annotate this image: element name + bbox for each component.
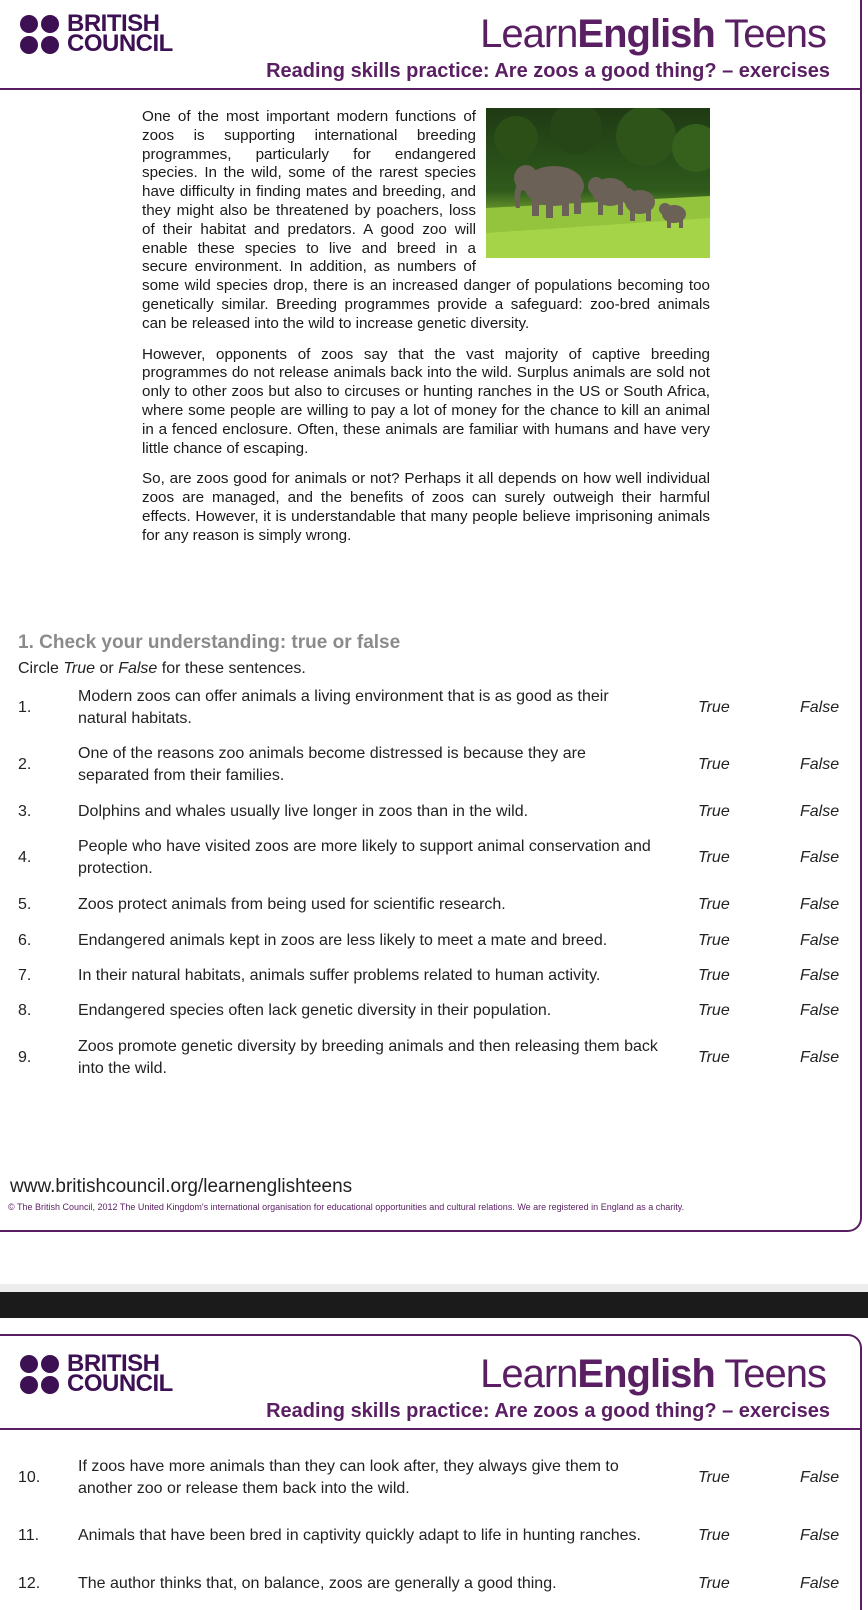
question-row xyxy=(0,1038,868,1077)
question-text: Modern zoos can offer animals a living environment that is as good as their natural habitats. xyxy=(78,688,609,727)
question-number: 3. xyxy=(18,803,32,820)
answer-false[interactable]: False xyxy=(800,756,840,773)
answer-false[interactable]: False xyxy=(800,1469,840,1486)
elephants-photo xyxy=(486,108,710,258)
instr-true: True xyxy=(63,660,96,677)
answer-false[interactable]: False xyxy=(800,967,840,984)
question-number: 6. xyxy=(18,932,32,949)
instr-false: False xyxy=(118,660,158,677)
instr-part-3: for these sentences. xyxy=(157,660,306,677)
question-row xyxy=(0,1458,868,1497)
question-row xyxy=(0,798,868,826)
question-number: 1. xyxy=(18,699,32,716)
question-text: Zoos promote genetic diversity by breeding animals and then releasing them back into the wild. xyxy=(78,1038,658,1077)
logo-english: English xyxy=(577,12,715,56)
question-number: 9. xyxy=(18,1049,32,1066)
question-text: People who have visited zoos are more likely to support animal conservation and protection. xyxy=(78,838,651,877)
question-number: 4. xyxy=(18,849,32,866)
answer-false[interactable]: False xyxy=(800,932,840,949)
instr-part-2: or xyxy=(95,660,119,677)
question-number: 2. xyxy=(18,756,32,773)
british-council-logo xyxy=(20,10,173,57)
question-text: If zoos have more animals than they can look after, they always give them to another zoo or release them back into the wild. xyxy=(78,1458,619,1497)
answer-true[interactable]: True xyxy=(698,803,730,820)
answer-false[interactable]: False xyxy=(800,803,840,820)
logo-teens: Teens xyxy=(714,1352,826,1396)
answer-true[interactable]: True xyxy=(698,1049,730,1066)
exercise-instructions xyxy=(18,660,306,678)
question-row xyxy=(0,1570,868,1598)
article-paragraph-1 xyxy=(142,108,710,334)
page-title: Reading skills practice: Are zoos a good thing? – exercises xyxy=(266,60,830,82)
logo-learn: Learn xyxy=(480,12,578,56)
question-text: Endangered species often lack genetic diversity in their population. xyxy=(78,1002,552,1019)
question-row xyxy=(0,927,868,955)
question-number: 7. xyxy=(18,967,32,984)
answer-false[interactable]: False xyxy=(800,1527,840,1544)
question-text: In their natural habitats, animals suffer problems related to human activity. xyxy=(78,967,601,984)
answer-true[interactable]: True xyxy=(698,1575,730,1592)
logo-line-1: BRITISH xyxy=(67,10,160,37)
logo-teens: Teens xyxy=(714,12,826,56)
answer-false[interactable]: False xyxy=(800,1002,840,1019)
answer-true[interactable]: True xyxy=(698,932,730,949)
british-council-dots-icon xyxy=(20,15,59,54)
page-gap xyxy=(0,1284,868,1292)
worksheet-page-2 xyxy=(0,1334,862,1610)
answer-false[interactable]: False xyxy=(800,896,840,913)
answer-true[interactable]: True xyxy=(698,1527,730,1544)
question-text: Animals that have been bred in captivity quickly adapt to life in hunting ranches. xyxy=(78,1527,641,1544)
question-text: Endangered animals kept in zoos are less likely to meet a mate and breed. xyxy=(78,932,608,949)
answer-true[interactable]: True xyxy=(698,756,730,773)
instr-part-1: Circle xyxy=(18,660,64,677)
british-council-dots-icon xyxy=(20,1355,59,1394)
question-number: 5. xyxy=(18,896,32,913)
question-text: The author thinks that, on balance, zoos are generally a good thing. xyxy=(78,1575,557,1592)
article-paragraph-1-text: One of the most important modern functions of zoos is supporting international breeding programmes, particularly for endangered species. In the wild, some of the rarest species have difficulty in finding mates and breeding, and they might also be threatened by poachers, loss of their habitat and predators. A good zoo will enable these species to live and breed in a secure environment. In addition, as numbers of some wild species drop, there is an increased danger of populations becoming too genetically similar. Breeding programmes provide a safeguard: zoo-bred animals can be released into the wild to increase genetic diversity. xyxy=(142,108,710,332)
answer-true[interactable]: True xyxy=(698,1469,730,1486)
answer-true[interactable]: True xyxy=(698,1002,730,1019)
page-title-2: Reading skills practice: Are zoos a good thing? – exercises xyxy=(266,1400,830,1422)
logo-line-2: COUNCIL xyxy=(67,30,173,57)
question-row xyxy=(0,1522,868,1550)
question-number: 12. xyxy=(18,1575,41,1592)
answer-false[interactable]: False xyxy=(800,1049,840,1066)
footer-url: www.britishcouncil.org/learnenglishteens xyxy=(10,1176,353,1197)
question-number: 11. xyxy=(18,1527,40,1544)
question-row xyxy=(0,838,868,877)
british-council-logo-2 xyxy=(20,1350,173,1397)
logo-learn: Learn xyxy=(480,1352,578,1396)
question-row xyxy=(0,745,868,784)
answer-true[interactable]: True xyxy=(698,849,730,866)
article-paragraph-2: However, opponents of zoos say that the vast majority of captive breeding programmes do not release animals back into the wild. Surplus animals are sold not only to other zoos but also to circuses or hunting ranches in the US or South Africa, where some people are willing to pay a lot of money for the chance to kill an animal in a fenced enclosure. Often, these animals are familiar with humans and have very little chance of escaping. xyxy=(142,345,710,457)
question-number: 8. xyxy=(18,1002,32,1019)
answer-true[interactable]: True xyxy=(698,967,730,984)
answer-false[interactable]: False xyxy=(800,699,840,716)
logo-english: English xyxy=(577,1352,715,1396)
exercise-title: 1. Check your understanding: true or false xyxy=(18,632,401,653)
question-row xyxy=(0,891,868,919)
question-number: 10. xyxy=(18,1469,41,1486)
logo-line-2: COUNCIL xyxy=(67,1370,173,1397)
question-text: One of the reasons zoo animals become distressed is because they are separated from their families. xyxy=(78,745,586,784)
answer-false[interactable]: False xyxy=(800,849,840,866)
question-row xyxy=(0,997,868,1025)
footer-copyright: © The British Council, 2012 The United Kingdom's international organisation for educational opportunities and cultural relations. We are registered in England as a charity. xyxy=(8,1202,685,1212)
article-paragraph-3: So, are zoos good for animals or not? Perhaps it all depends on how well individual zoos are managed, and the benefits of zoos can surely outweigh their harmful effects. However, it is understandable that many people believe imprisoning animals for any reason is simply wrong. xyxy=(142,470,710,544)
question-row xyxy=(0,962,868,990)
answer-false[interactable]: False xyxy=(800,1575,840,1592)
logo-line-1: BRITISH xyxy=(67,1350,160,1377)
answer-true[interactable]: True xyxy=(698,896,730,913)
page-header xyxy=(0,0,860,90)
question-row xyxy=(0,688,868,727)
page-header-2 xyxy=(0,1336,860,1430)
learnenglish-teens-logo-2 xyxy=(480,1352,826,1397)
page-separator xyxy=(0,1292,868,1318)
learnenglish-teens-logo xyxy=(480,12,826,57)
answer-true[interactable]: True xyxy=(698,699,730,716)
question-text: Zoos protect animals from being used for scientific research. xyxy=(78,896,506,913)
article-text xyxy=(142,108,710,558)
question-text: Dolphins and whales usually live longer in zoos than in the wild. xyxy=(78,803,529,820)
